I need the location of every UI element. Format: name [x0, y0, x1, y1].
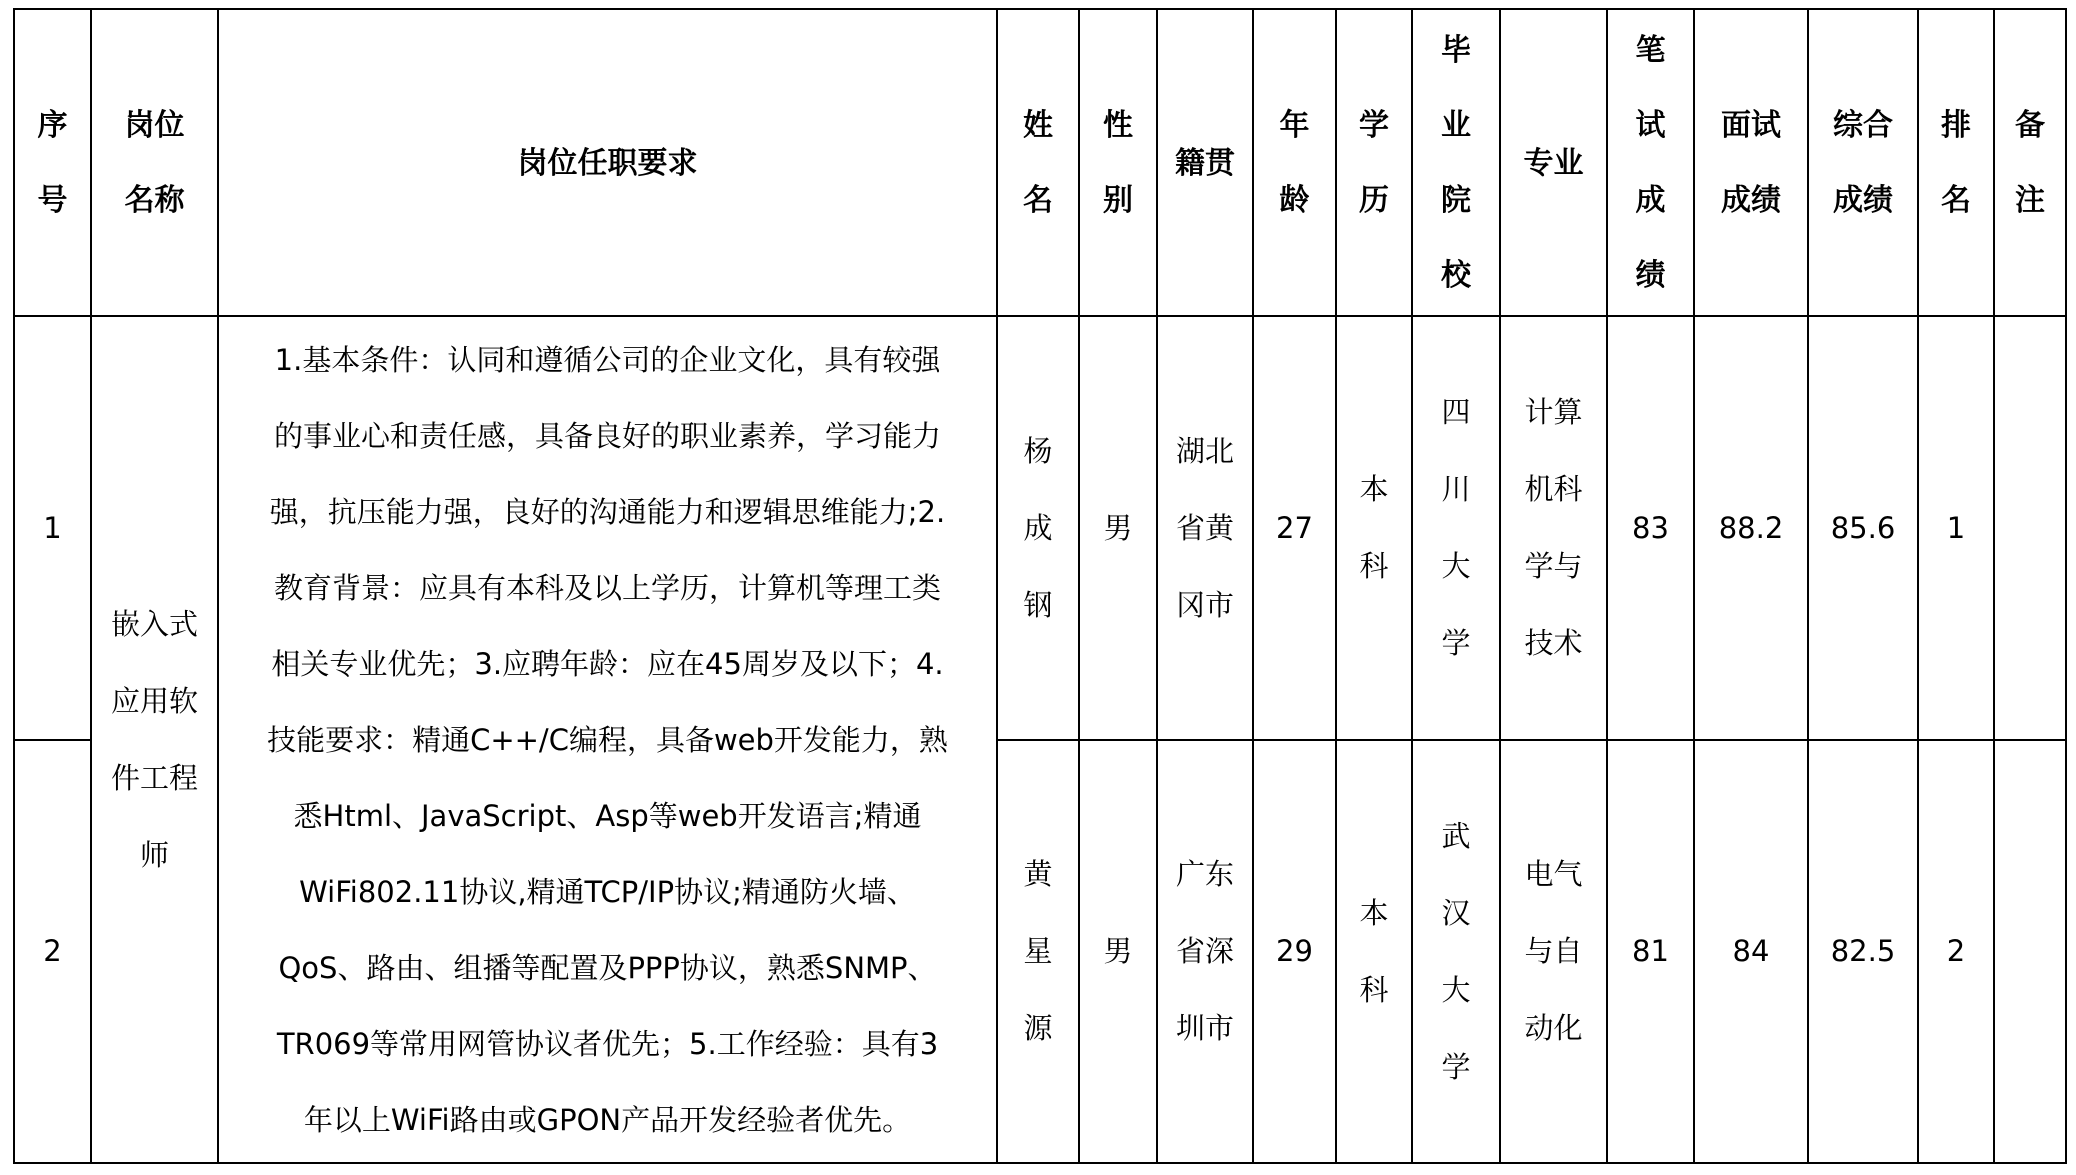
requirement-line: WiFi802.11协议,精通TCP/IP协议;精通防火墙、	[299, 874, 916, 909]
cell-school-value: 四川大学	[1441, 395, 1471, 660]
cell-seq-value: 1	[43, 510, 62, 545]
header-major	[1500, 9, 1607, 316]
header-notes	[1994, 9, 2066, 316]
requirement-line: 技能要求：精通C++/C编程，具备web开发能力，熟	[267, 722, 948, 757]
requirement-line: QoS、路由、组播等配置及PPP协议，熟悉SNMP、	[278, 950, 937, 985]
cell-overall-score-value: 82.5	[1830, 934, 1896, 968]
cell-name	[997, 316, 1079, 740]
cell-interview-score	[1694, 316, 1808, 740]
header-interview-score	[1694, 9, 1808, 316]
cell-education	[1336, 316, 1412, 740]
header-major-label: 专业	[1523, 145, 1584, 181]
header-education-label: 学历	[1359, 107, 1389, 218]
cell-notes	[1994, 740, 2066, 1163]
cell-gender-value: 男	[1103, 510, 1133, 545]
cell-hometown-value: 湖北省黄冈市	[1175, 433, 1234, 622]
header-gender	[1079, 9, 1157, 316]
position-name: 嵌入式应用软件工程师	[110, 606, 198, 872]
cell-education-value: 本科	[1359, 895, 1389, 1007]
cell-major	[1500, 316, 1607, 740]
header-written-score	[1607, 9, 1694, 316]
cell-name-value: 杨成钢	[1023, 433, 1053, 622]
header-education	[1336, 9, 1412, 316]
cell-overall-score	[1808, 740, 1918, 1163]
cell-gender	[1079, 740, 1157, 1163]
header-overall-score-label: 综合成绩	[1833, 107, 1893, 218]
cell-school-value: 武汉大学	[1441, 818, 1471, 1084]
cell-written-score-value: 83	[1632, 510, 1669, 545]
cell-gender	[1079, 316, 1157, 740]
cell-education-value: 本科	[1359, 472, 1389, 583]
header-overall-score	[1808, 9, 1918, 316]
cell-name-value: 黄星源	[1023, 857, 1053, 1045]
header-position-label: 岗位名称	[124, 107, 185, 218]
requirement-line: 悉Html、JavaScript、Asp等web开发语言;精通	[293, 798, 922, 833]
cell-written-score-value: 81	[1632, 934, 1669, 968]
header-gender-label: 性别	[1103, 107, 1133, 218]
cell-hometown	[1157, 740, 1253, 1163]
cell-seq	[14, 740, 91, 1163]
cell-written-score	[1607, 740, 1694, 1163]
cell-interview-score	[1694, 740, 1808, 1163]
cell-rank-value: 1	[1946, 510, 1966, 545]
requirement-line: 强，抗压能力强，良好的沟通能力和逻辑思维能力;2.	[269, 494, 946, 529]
results-table	[13, 8, 2067, 1164]
cell-hometown	[1157, 316, 1253, 740]
cell-rank	[1918, 316, 1994, 740]
cell-age	[1253, 740, 1336, 1163]
header-rank-label: 排名	[1941, 107, 1971, 218]
cell-age-value: 29	[1276, 934, 1313, 968]
cell-overall-score	[1808, 316, 1918, 740]
cell-school	[1412, 740, 1500, 1163]
cell-position	[91, 316, 218, 1163]
cell-major-value: 计算机科学与技术	[1524, 395, 1583, 660]
cell-notes	[1994, 316, 2066, 740]
header-hometown-label: 籍贯	[1175, 145, 1235, 181]
header-hometown	[1157, 9, 1253, 316]
header-row	[14, 9, 2066, 316]
cell-overall-score-value: 85.6	[1830, 510, 1896, 545]
requirement-line: 相关专业优先；3.应聘年龄：应在45周岁及以下；4.	[271, 646, 944, 681]
cell-interview-score-value: 88.2	[1718, 510, 1784, 545]
header-position	[91, 9, 218, 316]
header-school	[1412, 9, 1500, 316]
table-row	[14, 316, 2066, 740]
requirement-line: 1.基本条件：认同和遵循公司的企业文化，具有较强	[274, 342, 941, 377]
header-school-label: 毕业院校	[1441, 32, 1471, 293]
header-seq-label: 序号	[37, 107, 68, 218]
header-rank	[1918, 9, 1994, 316]
requirement-line: 教育背景：应具有本科及以上学历，计算机等理工类	[273, 570, 941, 605]
cell-age	[1253, 316, 1336, 740]
header-seq	[14, 9, 91, 316]
header-requirements	[218, 9, 997, 316]
header-age-label: 年龄	[1279, 107, 1310, 218]
header-requirements-label: 岗位任职要求	[517, 145, 698, 181]
header-interview-score-label: 面试成绩	[1721, 107, 1781, 218]
requirement-line: TR069等常用网管协议者优先；5.工作经验：具有3	[276, 1026, 939, 1061]
cell-written-score	[1607, 316, 1694, 740]
cell-name	[997, 740, 1079, 1163]
header-name-label: 姓名	[1023, 107, 1053, 218]
cell-gender-value: 男	[1103, 934, 1133, 968]
cell-hometown-value: 广东省深圳市	[1175, 857, 1234, 1045]
requirement-line: 的事业心和责任感，具备良好的职业素养，学习能力	[273, 418, 941, 453]
header-age	[1253, 9, 1336, 316]
header-written-score-label: 笔试成绩	[1635, 32, 1666, 293]
requirements-text	[219, 322, 996, 1158]
cell-seq-value: 2	[43, 934, 62, 968]
cell-school	[1412, 316, 1500, 740]
header-notes-label: 备注	[2015, 107, 2045, 218]
cell-rank	[1918, 740, 1994, 1163]
header-name	[997, 9, 1079, 316]
cell-rank-value: 2	[1946, 934, 1966, 968]
cell-major-value: 电气与自动化	[1524, 857, 1583, 1045]
cell-seq	[14, 316, 91, 740]
cell-requirements	[218, 316, 997, 1163]
cell-interview-score-value: 84	[1732, 934, 1770, 968]
cell-major	[1500, 740, 1607, 1163]
cell-age-value: 27	[1276, 510, 1313, 545]
requirement-line: 年以上WiFi路由或GPON产品开发经验者优先。	[303, 1102, 912, 1137]
cell-education	[1336, 740, 1412, 1163]
